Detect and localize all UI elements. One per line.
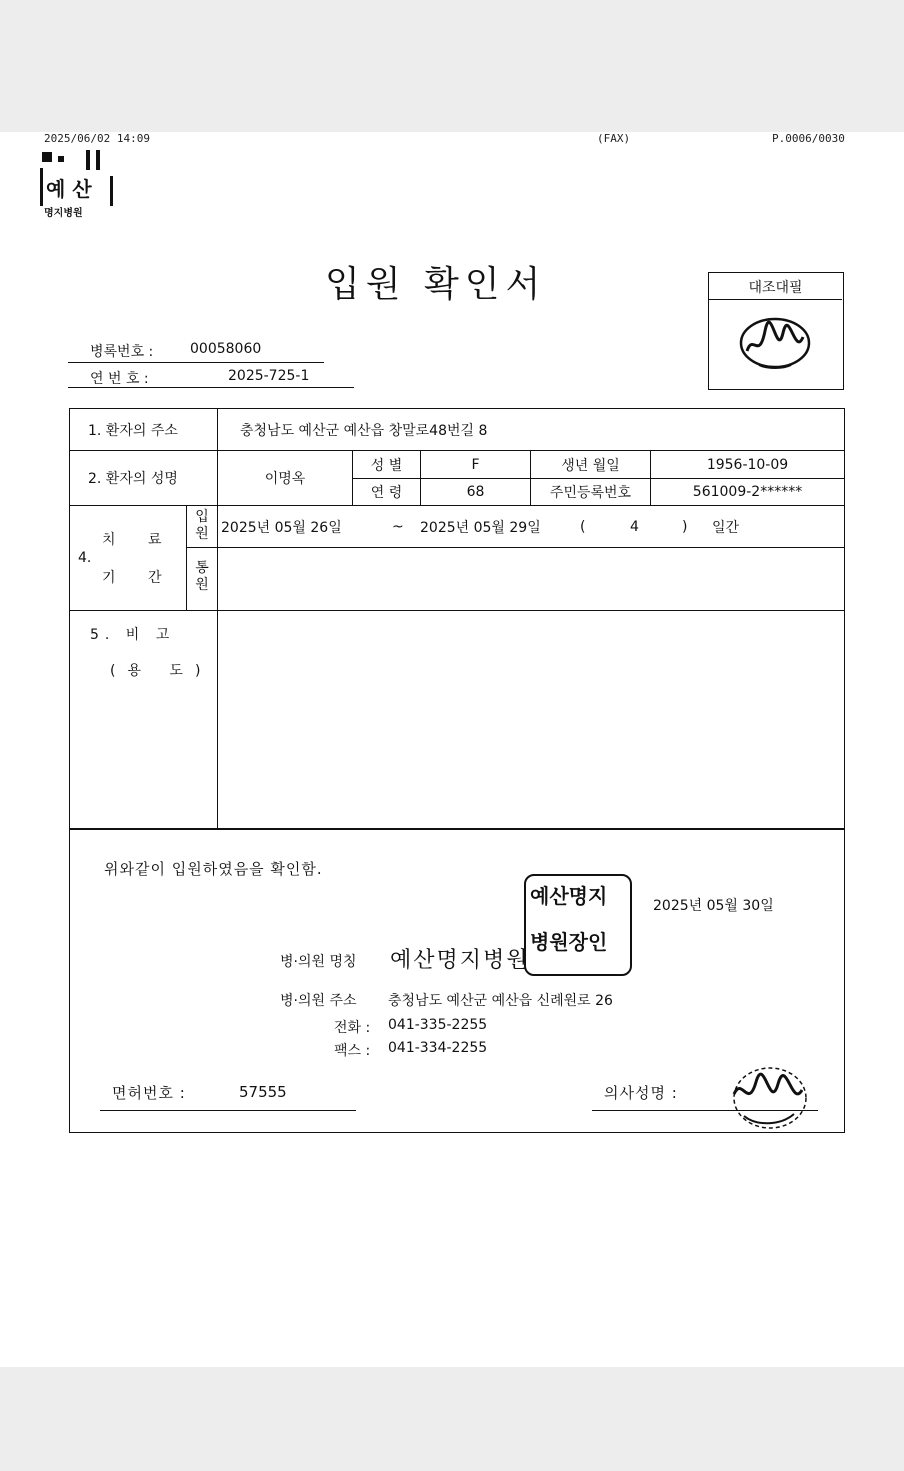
period-number: 4. <box>78 550 92 566</box>
verification-box <box>708 272 844 390</box>
seal-line-1: 예산명지 <box>530 884 608 908</box>
verification-box-label: 대조대필 <box>748 280 803 296</box>
address-label: 1. 환자의 주소 <box>88 423 178 439</box>
hospital-name-label: 병·의원 명칭 <box>280 954 357 970</box>
tel-number: 041-335-2255 <box>388 1017 488 1033</box>
license-number: 57555 <box>239 1083 287 1101</box>
fax-number-label: 팩스 : <box>334 1043 371 1059</box>
remarks-sub-label: (용 도) <box>110 663 213 679</box>
rrn-label: 주민등록번호 <box>549 485 632 501</box>
logo-text-bottom: 명지병원 <box>44 208 83 219</box>
document-title: 입원 확인서 <box>325 264 547 305</box>
serial-no-label: 연 번 호 : <box>90 371 149 387</box>
fax-datetime: 2025/06/02 14:09 <box>44 132 150 145</box>
doctor-name-label: 의사성명 : <box>604 1084 678 1102</box>
period-label-1: 치 료 <box>102 532 176 548</box>
fax-number: 041-334-2255 <box>388 1040 488 1056</box>
record-no-label: 병록번호 : <box>90 344 154 360</box>
days-count: 4 <box>630 518 639 535</box>
inpatient-label: 입원 <box>195 509 209 542</box>
days-open-paren: ( <box>580 518 586 535</box>
logo-text-top: 예 산 <box>46 177 92 201</box>
period-label-2: 기 간 <box>102 570 176 586</box>
patient-name: 이명옥 <box>264 470 306 487</box>
days-close-paren: ) <box>682 518 688 535</box>
confirmation-statement: 위와같이 입원하였음을 확인함. <box>104 860 323 878</box>
remarks-label <box>90 624 198 644</box>
address-value: 충청남도 예산군 예산읍 창말로48번길 8 <box>240 423 488 439</box>
hospital-name: 예산명지병원 <box>390 948 530 973</box>
days-unit: 일간 <box>712 519 740 536</box>
remarks-label-text: 5. 비 고 <box>90 627 176 643</box>
hospital-logo <box>38 148 116 220</box>
tel-label: 전화 : <box>334 1020 371 1036</box>
seal-line-2: 병원장인 <box>530 930 608 954</box>
inpatient-to: 2025년 05월 29일 <box>420 519 541 536</box>
hospital-address: 충청남도 예산군 예산읍 신례원로 26 <box>388 993 613 1009</box>
sex-value: F <box>471 456 480 473</box>
signature-stamp <box>737 313 813 375</box>
serial-no-value: 2025-725-1 <box>228 368 310 384</box>
hospital-seal <box>524 874 632 976</box>
age-value: 68 <box>466 484 485 500</box>
birth-label: 생년 월일 <box>561 457 620 474</box>
record-no-value: 00058060 <box>190 341 262 357</box>
hospital-address-label: 병·의원 주소 <box>280 993 357 1009</box>
license-label: 면허번호 : <box>112 1084 186 1102</box>
birth-value: 1956-10-09 <box>706 456 789 473</box>
fax-page-number: P.0006/0030 <box>772 132 845 145</box>
inpatient-from: 2025년 05월 26일 <box>221 519 342 536</box>
age-label: 연 령 <box>370 485 403 501</box>
outpatient-label: 통원 <box>195 560 209 593</box>
doctor-signature <box>726 1064 810 1134</box>
rrn-value: 561009-2****** <box>692 484 803 500</box>
sex-label: 성 별 <box>370 457 403 474</box>
issue-date: 2025년 05월 30일 <box>653 898 774 914</box>
fax-label: (FAX) <box>597 132 631 145</box>
period-tilde: ~ <box>392 518 404 535</box>
document-page <box>0 132 904 1367</box>
name-label: 2. 환자의 성명 <box>88 470 178 487</box>
